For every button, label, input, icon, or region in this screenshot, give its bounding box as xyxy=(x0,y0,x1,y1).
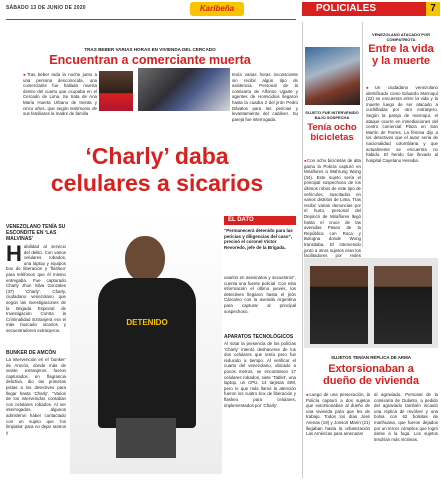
main-headline xyxy=(12,143,302,197)
suspect2-photo xyxy=(374,266,432,344)
main-subhead-bunker: BUNKER DE AMCÓN xyxy=(6,350,56,356)
column-divider xyxy=(362,22,363,247)
el-dato-label: EL DATO xyxy=(224,216,296,225)
newspaper-logo: Karibeña xyxy=(190,2,244,16)
crime-scene-photo xyxy=(138,68,230,111)
main-headline-line2: celulares a sicarios xyxy=(50,170,264,196)
story2-body: ●Con ocho bicicletas de alta gama la Policía capturó en Miraflores a Wahrung Wong (34). Este sujeto sería el principal sospechoso de los últimos robos de este tipo de vehículos, suscitados en varios distritos de Lima. Tras recibir varias denuncias por el hurto, personal del Depincri de Miraflores llegó hasta el cruce de las avenidas Paseo de la República con Roca y Bologna donde Wong transitaba. El intervenido junto a otros sujetos eran los facilitadores por redes xyxy=(304,158,361,259)
suspect-vest xyxy=(98,278,196,428)
story1-col2: tenía varias horas inconsciente sin recibir algún tipo de asistencia. Personal de la comisaría de Alfonso Ugarte y agentes de Homicidios llegaron hasta la cuadra 2 del jirón Pedro Dávalos para las pericias y levantamiento del cadáver. Su pareja fue interrogada. xyxy=(232,72,298,122)
main-col2a: usarlos en asesinatos y secuestros”, cuenta una fuente policial. Con esta información el último jueves, los detectives llegaron hasta el jirón Cárcamo con la avenida Argentina para capturar al principal sospechoso. xyxy=(224,275,296,314)
suspect-photo xyxy=(70,218,222,474)
main-col1b: La intervención en el ‘bunker’ de Amcón, donde más de veinte extranjeros fueron capturados en flagrancia delictiva, dio las primeras pistas a los detectives para llegar hasta ‘Charly’. “Varios de los intervenidos contaban con celulares robados. Al ser interrogados, algunos admitieron haber contactado con un sujeto que ‘los limpiaba’ para no dejar rastros y xyxy=(6,357,66,435)
story4-col2: al agraviado. Personal de la comisaría de Dulanto, a pedido del agraviado también incautó una réplica de revólver y una bolsa con 62 bolsitas de marihuana, que fueron dejados por un tercer cómplice que logró darse a la fuga. Los sujetos tendrían más víctimas. xyxy=(374,392,438,442)
story2-kicker: SUJETO FUE INTERVENIDO BAJO SOSPECHA xyxy=(305,110,359,120)
story1-headline: Encuentran a comerciante muerta xyxy=(49,53,251,67)
story3-body: ●Un ciudadano venezolano identificado como Eduardo Marroquí (22) se encuentra entre la vida y la muerte luego de ser atacado a cuchilladas por otro extranjero. Según la pareja de marroquí, el ataque ocurre en inmediaciones del centro comercial Plaza en San Martín de Porres. La fémina dijo a los detectives que el autor sería de nacionalidad colombiana y que actualmente se encuentra no habido. El herido fue llevado al hospital Cayetano Heredia. xyxy=(366,85,438,163)
page-number: 7 xyxy=(426,2,440,16)
main-subhead-aparatos: APARATOS TECNOLÓGICOS xyxy=(224,334,294,340)
story3-kicker: VENEZOLANO ATACADO POR COMPATRIOTA xyxy=(372,32,430,42)
edition-date: SÁBADO 13 DE JUNIO DE 2020 xyxy=(6,5,86,11)
story1-col1: ●Tras beber toda la noche junto a una persona desconocida, una comerciante fue hallada muerta dentro del cuarto que ocupaba en el Cercado de Lima. Se trata de Ana María Huerta Urbano de treinta y cinco años, que según testimonio de sus familiares la madre de familia xyxy=(23,72,97,117)
story2-headline: Tenía ocho bicicletas xyxy=(307,122,357,143)
main-col2b: Al notar la presencia de los policías ‘Charly’ intentó deshacerse de los dos celulares que tenía pero fue reducido a tiempo. Al verificar el cuarto del venezolano, ubicado a pocos metros, se encontraron 17 celulares robados, siete ‘Tablet’, una laptop, un CPU, 14 tarjetas SIM, pero lo que más llamó la atención fueron los cuatro box de liberación y flasheo para celulares, implementados por ‘Charly’. xyxy=(224,341,296,408)
el-dato-text: “Permanecerá detenido para las pericias y diligencias del caso”, precisó el coronel Víctor Revoredo, jefe de la Brigada. xyxy=(224,228,293,250)
column-divider xyxy=(302,22,303,247)
main-lead: Habilidad al servicio del delito. Con varios celulares robados, una laptop y equipos box de liberación y ‘flasheo’ para teléfonos que él mismo entregaba. Fue capturado Charly Jhon Silva Gonzales (37) ‘Charly’. Charly, ciudadano venezolano que según las investigaciones de la Brigada Especial de Investigación Contra la Criminalidad Extranjera era el más buscado sicarios y secuestradores extranjeros. xyxy=(6,241,66,333)
main-headline-line1: ‘Charly’ daba xyxy=(85,143,229,169)
main-subheadline: VENEZOLANO TENÍA SU ESCONDITE EN ‘LAS MALVINAS’ xyxy=(6,224,66,242)
vest-label: DETENIDO xyxy=(126,318,168,327)
column-divider xyxy=(302,250,303,478)
evidence-table xyxy=(116,418,176,458)
suspect1-photo xyxy=(310,266,368,344)
bicycles-photo xyxy=(305,47,360,105)
story4-headline: Extorsionaban a dueño de vivienda xyxy=(323,363,419,387)
arrest-photos xyxy=(304,258,438,348)
story4-kicker: SUJETOS TENÍAN RÉPLICA DE ARMA xyxy=(331,355,411,360)
story1-kicker: TRAS BEBER VARIAS HORAS EN VIVIENDA DEL CERCADO xyxy=(84,47,216,52)
victim-photo xyxy=(99,71,133,111)
story3-headline: Entre la vida y la muerte xyxy=(368,43,434,67)
story4-col1: ●Luego de una persecución, la Policía capturó a dos sujetos que extorsionaban al dueño de una vivienda para que les de trabajo. Todos los días José Arenas (19) y Jonson Marín (21) llegaban hasta la urbanización Las Américas para amenazar xyxy=(306,392,370,437)
drop-cap: H xyxy=(6,241,22,266)
header-divider xyxy=(6,19,296,20)
section-title: POLICIALES xyxy=(302,2,428,16)
suspect-head xyxy=(125,236,165,282)
